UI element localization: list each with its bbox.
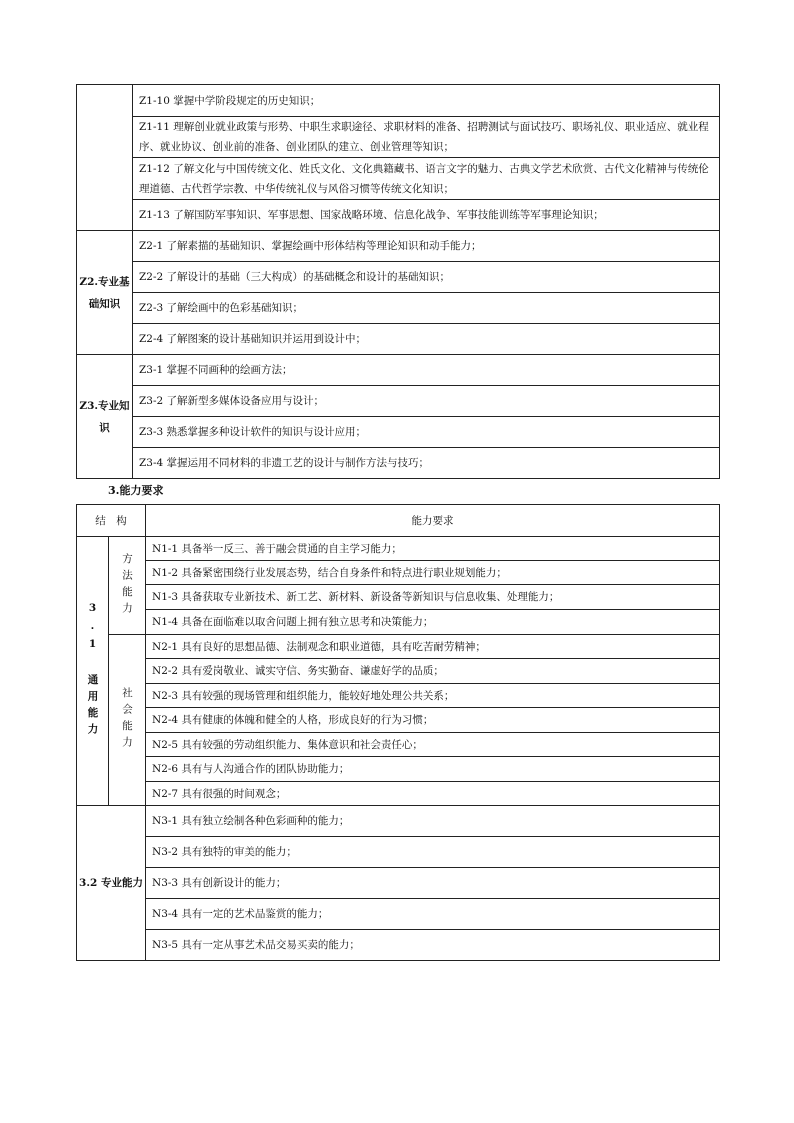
section-title: 3.能力要求 [108,484,164,497]
table-row: Z3-4 掌握运用不同材料的非遗工艺的设计与制作方法与技巧； [133,448,720,479]
header-structure: 结 构 [77,505,146,537]
table-row: N2-1 具有良好的思想品德、法制观念和职业道德，具有吃苦耐劳精神； [146,635,720,659]
table-row: N1-3 具备获取专业新技术、新工艺、新材料、新设备等新知识与信息收集、处理能力； [146,585,720,610]
table-row: N2-6 具有与人沟通合作的团队协助能力； [146,757,720,782]
table-row: Z1-10 掌握中学阶段规定的历史知识； [133,85,720,117]
table-row: Z1-13 了解国防军事知识、军事思想、国家战略环境、信息化战争、军事技能训练等军事理论知识； [133,200,720,231]
table-row: Z1-12 了解文化与中国传统文化、姓氏文化、文化典籍藏书、语言文字的魅力、古典文学艺术欣赏、古代文化精神与传统伦理道德、古代哲学宗教、中华传统礼仪与风俗习惯等传统文化知识； [133,158,720,200]
table-row: N3-2 具有独特的审美的能力； [146,837,720,868]
table-row: N3-4 具有一定的艺术品鉴赏的能力； [146,899,720,930]
table-row: Z2-1 了解素描的基础知识、掌握绘画中形体结构等理论知识和动手能力； [133,231,720,262]
category-z3: Z3.专业知识 [77,355,133,479]
table-row: Z2-4 了解图案的设计基础知识并运用到设计中； [133,324,720,355]
table-row: Z3-1 掌握不同画种的绘画方法； [133,355,720,386]
table-row: N2-4 具有健康的体魄和健全的人格，形成良好的行为习惯； [146,708,720,733]
table-row: N3-5 具有一定从事艺术品交易买卖的能力； [146,930,720,961]
social-ability-label: 社会能力 [109,635,146,806]
table-row: N1-2 具备紧密围绕行业发展态势，结合自身条件和特点进行职业规划能力； [146,561,720,585]
professional-ability-label: 3.2 专业能力 [77,806,146,961]
general-ability-label: 3.1 通用能力 [77,537,109,806]
ability-table [76,504,720,961]
table-row: N2-2 具有爱岗敬业、诚实守信、务实勤奋、谦虚好学的品质； [146,659,720,684]
table-row: N1-1 具备举一反三、善于融会贯通的自主学习能力； [146,537,720,561]
table-row: Z2-3 了解绘画中的色彩基础知识； [133,293,720,324]
table-row: Z3-3 熟悉掌握多种设计软件的知识与设计应用； [133,417,720,448]
table-row: Z3-2 了解新型多媒体设备应用与设计； [133,386,720,417]
category-z2: Z2.专业基础知识 [77,231,133,355]
table-row: Z1-11 理解创业就业政策与形势、中职生求职途径、求职材料的准备、招聘测试与面试技巧、职场礼仪、职业适应、就业程序、就业协议、创业前的准备、创业团队的建立、创业管理等知识； [133,117,720,158]
table-row: N1-4 具备在面临难以取舍问题上拥有独立思考和决策能力； [146,610,720,635]
knowledge-table [76,84,720,479]
table-row: N2-3 具有较强的现场管理和组织能力，能较好地处理公共关系； [146,684,720,708]
table-row: N2-7 具有很强的时间观念； [146,782,720,806]
table-row: N3-1 具有独立绘制各种色彩画种的能力； [146,806,720,837]
category-cell-empty [77,85,133,231]
header-requirement: 能力要求 [146,505,720,537]
method-ability-label: 方法能力 [109,537,146,635]
table-row: N2-5 具有较强的劳动组织能力、集体意识和社会责任心； [146,733,720,757]
table-row: Z2-2 了解设计的基础（三大构成）的基础概念和设计的基础知识； [133,262,720,293]
table-row: N3-3 具有创新设计的能力； [146,868,720,899]
